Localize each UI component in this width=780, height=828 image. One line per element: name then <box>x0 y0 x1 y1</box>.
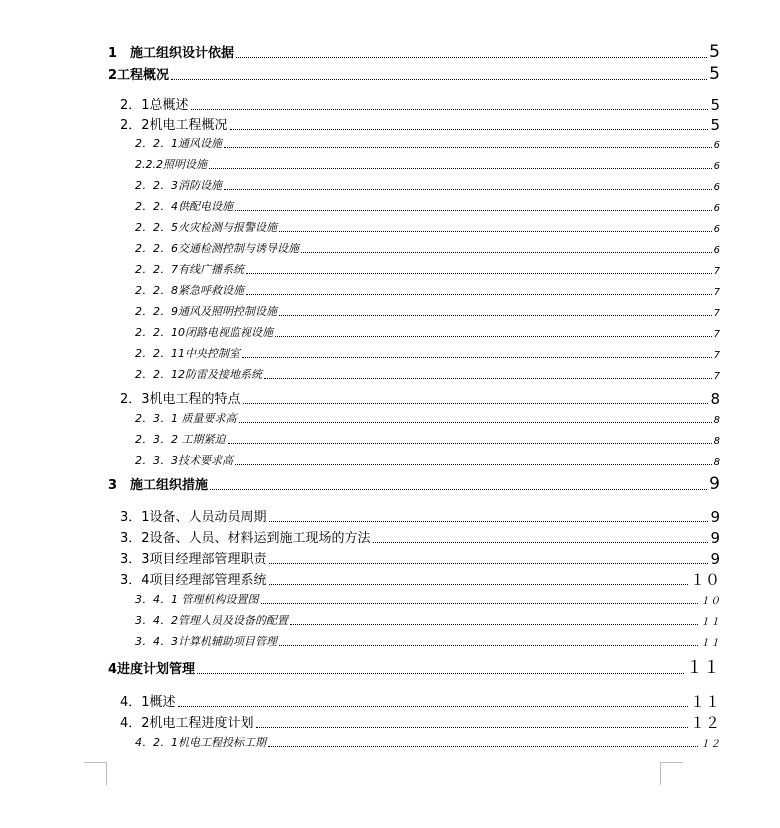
toc-entry-title: 2．2．12防雷及接地系统 <box>135 368 262 381</box>
toc-page-number: １０ <box>689 571 720 589</box>
toc-page-number: 8 <box>710 390 720 408</box>
toc-entry-level-3[interactable] <box>135 452 720 468</box>
toc-entry-level-2[interactable] <box>120 527 720 546</box>
toc-dot-leader <box>228 443 712 444</box>
toc-dot-leader <box>243 403 709 404</box>
toc-dot-leader <box>209 168 712 169</box>
toc-entry-title: 2．3．2 工期紧迫 <box>135 433 226 446</box>
toc-entry-level-3[interactable] <box>135 135 720 151</box>
toc-entry-level-3[interactable] <box>135 410 720 426</box>
toc-page-number: 6 <box>713 224 720 235</box>
toc-entry-title: 4进度计划管理 <box>108 662 196 677</box>
toc-entry-title: 3 施工组织措施 <box>108 478 209 493</box>
toc-dot-leader <box>197 673 684 674</box>
toc-dot-leader <box>268 746 698 747</box>
toc-entry-title: 4．2．1机电工程投标工期 <box>135 736 266 749</box>
toc-dot-leader <box>239 422 712 423</box>
toc-entry-title: 2．2．1通风设施 <box>135 137 222 150</box>
toc-entry-title: 3．4．1 管理机构设置图 <box>135 593 259 606</box>
toc-dot-leader <box>269 521 709 522</box>
toc-entry-title: 2．2机电工程概况 <box>120 118 228 133</box>
toc-entry-level-3[interactable] <box>135 345 720 361</box>
toc-dot-leader <box>301 252 712 253</box>
toc-entry-title: 2．2．7有线广播系统 <box>135 263 244 276</box>
toc-dot-leader <box>269 563 709 564</box>
toc-entry-title: 2．3．3技术要求高 <box>135 454 233 467</box>
toc-page-number: 7 <box>713 287 720 298</box>
toc-page-number: 5 <box>709 42 720 62</box>
toc-page-number: １１ <box>689 693 720 711</box>
toc-entry-title: 4．1概述 <box>120 695 176 710</box>
toc-page-number: 9 <box>710 550 720 568</box>
toc-page-number: １１ <box>686 658 720 678</box>
toc-page-number: 9 <box>709 474 720 494</box>
toc-page-number: 5 <box>710 116 720 134</box>
toc-page-number: 7 <box>713 371 720 382</box>
toc-dot-leader <box>235 210 712 211</box>
toc-entry-level-3[interactable] <box>135 177 720 193</box>
toc-entry-title: 4．2机电工程进度计划 <box>120 716 254 731</box>
toc-page-number: 8 <box>713 457 720 468</box>
toc-entry-level-3[interactable] <box>135 303 720 319</box>
toc-entry-level-2[interactable] <box>120 691 720 710</box>
toc-entry-title: 2．2．10闭路电视监视设施 <box>135 326 273 339</box>
toc-dot-leader <box>171 79 707 80</box>
toc-entry-title: 2．2．11中央控制室 <box>135 347 240 360</box>
toc-dot-leader <box>290 624 698 625</box>
toc-entry-level-2[interactable] <box>120 94 720 113</box>
toc-entry-title: 3．1设备、人员动员周期 <box>120 510 267 525</box>
toc-page-number: １１ <box>700 617 720 628</box>
toc-dot-leader <box>178 706 688 707</box>
toc-page-number: 6 <box>713 161 720 172</box>
toc-dot-leader <box>230 129 709 130</box>
toc-entry-title: 3．3项目经理部管理职责 <box>120 552 267 567</box>
toc-entry-level-3[interactable] <box>135 633 720 649</box>
toc-entry-level-3[interactable] <box>135 219 720 235</box>
toc-dot-leader <box>224 147 712 148</box>
toc-entry-title: 2．2．5火灾检测与报警设施 <box>135 221 277 234</box>
toc-entry-title: 3．4．2管理人员及设备的配置 <box>135 614 288 627</box>
toc-page-number: 6 <box>713 245 720 256</box>
toc-entry-level-3[interactable] <box>135 240 720 256</box>
toc-entry-title: 1 施工组织设计依据 <box>108 46 235 61</box>
toc-entry-title: 2．3．1 质量要求高 <box>135 412 237 425</box>
toc-page-number: 7 <box>713 266 720 277</box>
toc-entry-title: 3．4．3计算机辅助项目管理 <box>135 635 277 648</box>
toc-dot-leader <box>210 489 707 490</box>
toc-entry-level-2[interactable] <box>120 569 720 588</box>
toc-page-number: 7 <box>713 350 720 361</box>
toc-dot-leader <box>246 294 712 295</box>
toc-entry-title: 2．2．9通风及照明控制设施 <box>135 305 277 318</box>
toc-entry-level-2[interactable] <box>120 548 720 567</box>
toc-entry-level-3[interactable] <box>135 366 720 382</box>
toc-page-number: １２ <box>689 714 720 732</box>
toc-entry-level-3[interactable] <box>135 198 720 214</box>
toc-entry-title: 2．3机电工程的特点 <box>120 392 241 407</box>
toc-dot-leader <box>235 464 712 465</box>
toc-dot-leader <box>264 378 712 379</box>
toc-entry-title: 2．2．3消防设施 <box>135 179 222 192</box>
page-corner-mark-right <box>660 762 683 785</box>
toc-dot-leader <box>242 357 712 358</box>
toc-dot-leader <box>224 189 712 190</box>
toc-page-number: 7 <box>713 308 720 319</box>
toc-entry-title: 3．4项目经理部管理系统 <box>120 573 267 588</box>
toc-entry-level-3[interactable] <box>135 591 720 607</box>
toc-dot-leader <box>261 603 699 604</box>
toc-entry-title: 3．2设备、人员、材料运到施工现场的方法 <box>120 531 371 546</box>
toc-entry-title: 2．1总概述 <box>120 98 189 113</box>
toc-page-number: 6 <box>713 182 720 193</box>
toc-page-number: 5 <box>710 96 720 114</box>
toc-page-number: 9 <box>710 529 720 547</box>
toc-entry-level-2[interactable] <box>120 114 720 133</box>
toc-entry-level-1[interactable] <box>108 64 720 83</box>
toc-dot-leader <box>246 273 712 274</box>
page-corner-mark-left <box>84 762 107 785</box>
toc-entry-level-3[interactable] <box>135 156 720 172</box>
toc-entry-level-2[interactable] <box>120 388 720 407</box>
toc-page-number: １０ <box>700 596 720 607</box>
toc-entry-level-3[interactable] <box>135 261 720 277</box>
toc-page-number: １２ <box>700 739 720 750</box>
toc-page-number: 6 <box>713 203 720 214</box>
toc-entry-level-2[interactable] <box>120 712 720 731</box>
toc-dot-leader <box>279 645 698 646</box>
toc-entry-level-3[interactable] <box>135 431 720 447</box>
toc-dot-leader <box>275 336 712 337</box>
toc-dot-leader <box>236 57 707 58</box>
toc-page-number: 7 <box>713 329 720 340</box>
toc-dot-leader <box>279 315 712 316</box>
toc-entry-level-3[interactable] <box>135 734 720 750</box>
toc-dot-leader <box>373 542 709 543</box>
toc-entry-level-3[interactable] <box>135 324 720 340</box>
toc-entry-level-1[interactable] <box>108 474 720 493</box>
toc-entry-title: 2．2．8紧急呼救设施 <box>135 284 244 297</box>
toc-page-number: １１ <box>700 638 720 649</box>
toc-entry-level-1[interactable] <box>108 658 720 677</box>
toc-entry-title: 2.2.2照明设施 <box>135 158 207 171</box>
toc-page-number: 9 <box>710 508 720 526</box>
toc-entry-level-1[interactable] <box>108 42 720 61</box>
toc-page-number: 8 <box>713 436 720 447</box>
toc-entry-level-2[interactable] <box>120 506 720 525</box>
toc-entry-title: 2．2．6交通检测控制与诱导设施 <box>135 242 299 255</box>
toc-dot-leader <box>256 727 688 728</box>
toc-dot-leader <box>191 109 709 110</box>
toc-dot-leader <box>269 584 688 585</box>
toc-page-number: 5 <box>709 64 720 84</box>
toc-dot-leader <box>279 231 712 232</box>
toc-page-number: 8 <box>713 415 720 426</box>
toc-page-number: 6 <box>713 140 720 151</box>
toc-entry-title: 2工程概况 <box>108 68 170 83</box>
toc-entry-title: 2．2．4供配电设施 <box>135 200 233 213</box>
toc-entry-level-3[interactable] <box>135 612 720 628</box>
toc-entry-level-3[interactable] <box>135 282 720 298</box>
